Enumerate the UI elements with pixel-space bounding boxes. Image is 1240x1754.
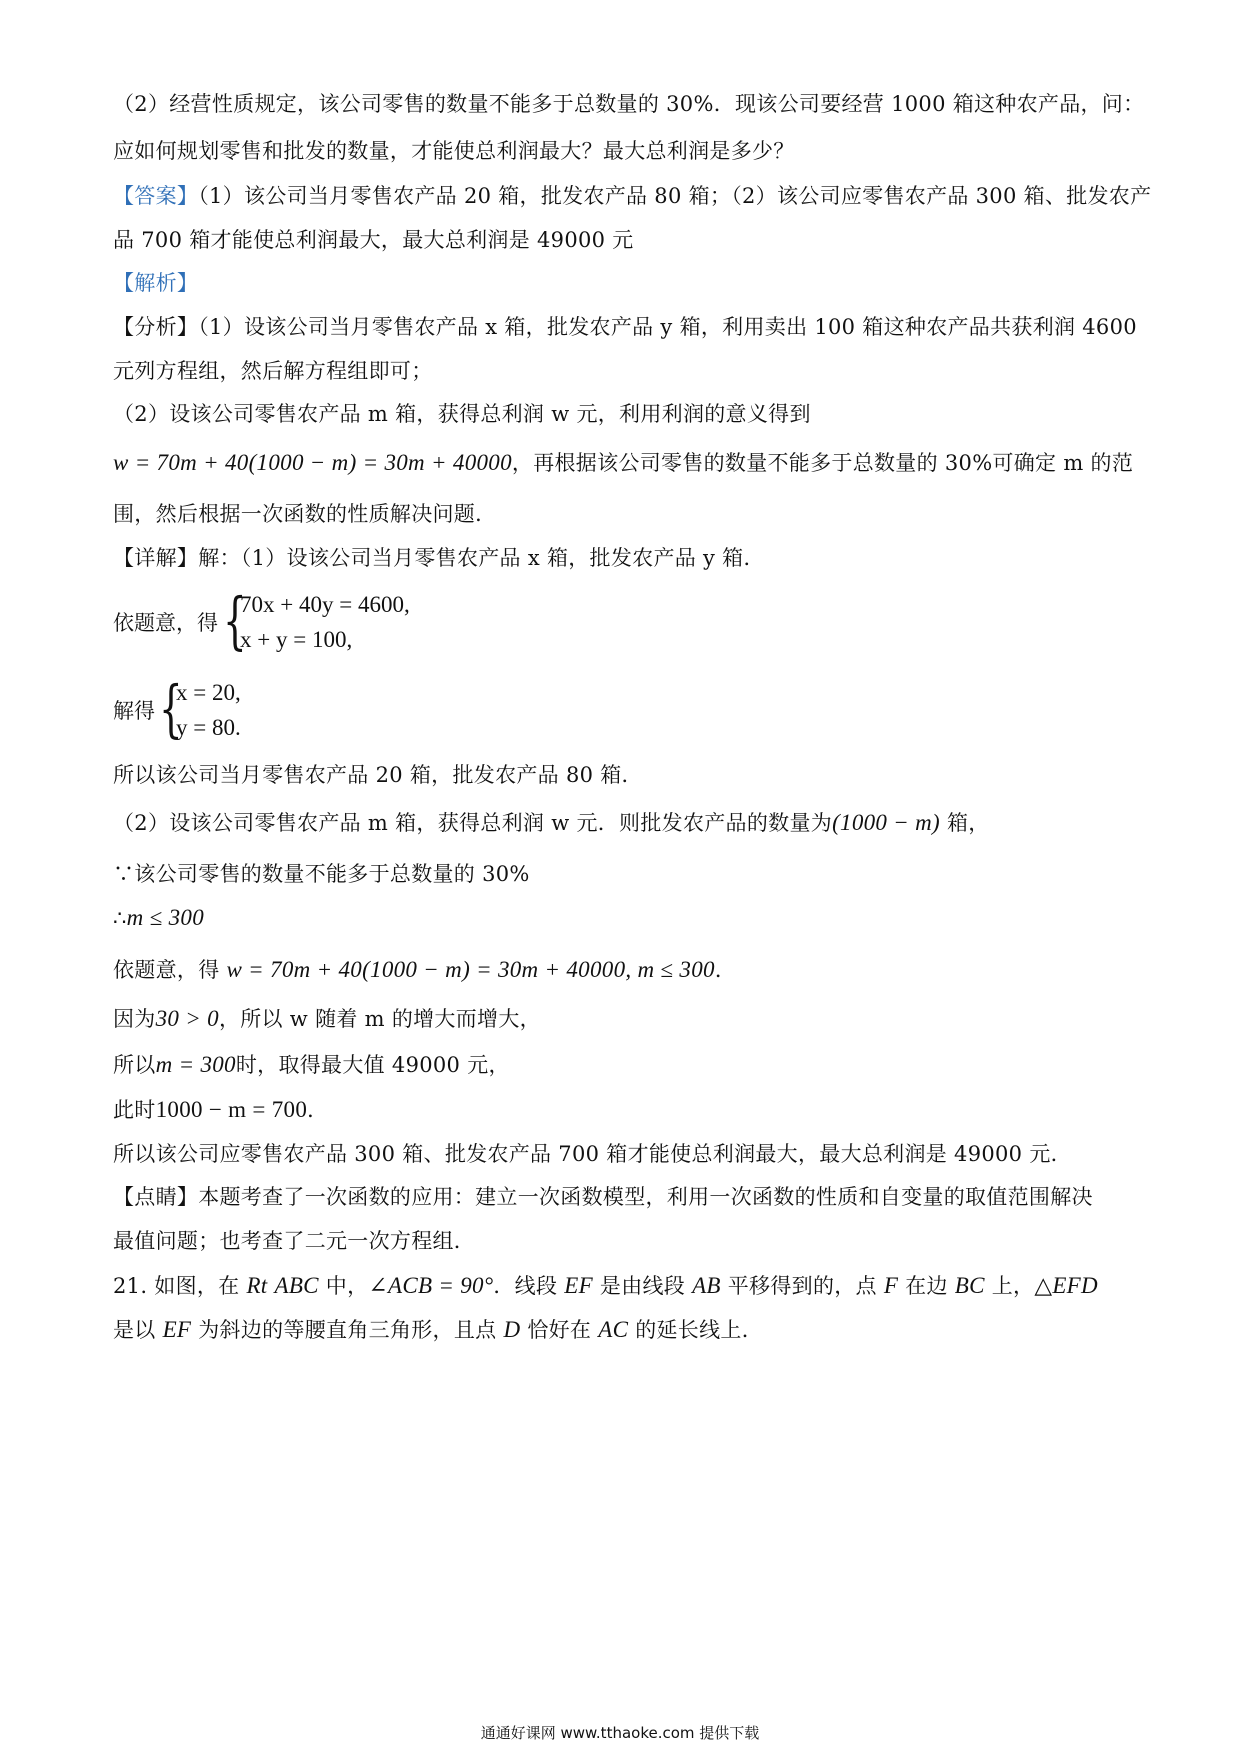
xiangjie-line-3-tail: 箱， <box>940 811 990 835</box>
xiangjie-line-3 <box>113 808 990 838</box>
fenxi-line-1: 【分析】（1）设该公司当月零售农产品 x 箱，批发农产品 y 箱，利用卖出 100 箱这种农产品共获利润 4600 <box>113 315 1137 339</box>
slope-positive: 30 > 0 <box>155 1006 219 1031</box>
fenxi-line-5: 围，然后根据一次函数的性质解决问题． <box>113 502 497 526</box>
xiangjie-line-7-tail: ，所以 w 随着 m 的增大而增大， <box>218 1007 541 1031</box>
xiangjie-line-5 <box>113 903 204 933</box>
q21-text-f: 平移得到的，点 <box>720 1274 884 1298</box>
profit-equation: w = 70m + 40(1000 − m) = 30m + 40000 <box>113 450 512 475</box>
xiangjie-line-9 <box>113 1095 328 1125</box>
fenxi-line-4-tail: ，再根据该公司零售的数量不能多于总数量的 30%可确定 m 的范 <box>511 451 1134 475</box>
left-brace: { <box>223 584 247 657</box>
answer-line-1 <box>113 181 1151 211</box>
fenxi-line-4 <box>113 448 1133 478</box>
q21-ac: AC <box>598 1317 629 1342</box>
fenxi-line-3: （2）设该公司零售农产品 m 箱，获得总利润 w 元，利用利润的意义得到 <box>113 402 811 426</box>
xiangjie-line-8-tail: 时，取得最大值 49000 元， <box>235 1053 510 1077</box>
question-2-line-1: （2）经营性质规定，该公司零售的数量不能多于总数量的 30%．现该公司要经营 1000 箱这种农产品，问： <box>113 92 1145 116</box>
left-brace: { <box>159 672 183 745</box>
q21-text-2c: 恰好在 <box>520 1318 599 1342</box>
q21-text-d: ．线段 <box>493 1274 565 1298</box>
xiangjie-line-10: 所以该公司应零售农产品 300 箱、批发农产品 700 箱才能使总利润最大，最大总利润是 49000 元． <box>113 1142 1072 1166</box>
wholesale-quantity: (1000 − m) <box>832 810 941 835</box>
question-21-line-2 <box>113 1315 763 1345</box>
fenxi-line-2: 元列方程组，然后解方程组即可； <box>113 359 433 383</box>
xiangjie-line-6 <box>113 955 736 985</box>
xiangjie-line-3-head: （2）设该公司零售农产品 m 箱，获得总利润 w 元．则批发农产品的数量为 <box>113 811 833 835</box>
m-constraint: m ≤ 300 <box>126 905 205 930</box>
xiangjie-line-8 <box>113 1050 510 1080</box>
xiangjie-line-4: ∵该公司零售的数量不能多于总数量的 30% <box>113 862 530 886</box>
q21-angle: ∠ACB = 90° <box>368 1273 494 1298</box>
q21-text-g: 在边 <box>898 1274 955 1298</box>
q21-point-d: D <box>503 1317 521 1342</box>
q21-ef: EF <box>564 1273 593 1298</box>
q21-text-h: 上， <box>984 1274 1035 1298</box>
therefore-symbol: ∴ <box>113 906 127 930</box>
xiangjie-line-8-head: 所以 <box>113 1053 156 1077</box>
q21-abc: ABC <box>274 1273 319 1298</box>
system-2-lead: 解得 <box>113 699 155 723</box>
xiangjie-line-6-tail: ． <box>714 958 737 982</box>
system-1-row-2: x + y = 100, <box>240 627 353 652</box>
xiangjie-line-9-tail: ． <box>307 1098 329 1122</box>
q21-ab: AB <box>692 1273 721 1298</box>
xiangjie-line-1: 【详解】解：（1）设该公司当月零售农产品 x 箱，批发农产品 y 箱． <box>113 546 765 570</box>
page-footer: 通通好课网 www.tthaoke.com 提供下载 <box>480 1724 760 1742</box>
answer-text-1: （1）该公司当月零售农产品 20 箱，批发农产品 80 箱；（2）该公司应零售农产品 300 箱、批发农产 <box>198 184 1152 208</box>
q21-text-2a: 是以 <box>113 1318 163 1342</box>
question-2-line-2: 应如何规划零售和批发的数量，才能使总利润最大？最大总利润是多少？ <box>113 139 795 163</box>
xiangjie-line-6-head: 依题意，得 <box>113 958 227 982</box>
dianjing-line-2: 最值问题；也考查了二元一次方程组． <box>113 1229 476 1253</box>
q21-text-c: 中， <box>318 1274 369 1298</box>
xiangjie-line-2: 所以该公司当月零售农产品 20 箱，批发农产品 80 箱． <box>113 763 643 787</box>
q21-point-f: F <box>883 1273 899 1298</box>
system-2-row-2: y = 80. <box>176 715 241 740</box>
m-value: m = 300 <box>155 1052 236 1077</box>
system-1-lead: 依题意，得 <box>113 611 218 635</box>
q21-triangle: △EFD <box>1034 1273 1098 1298</box>
xiangjie-line-7-head: 因为 <box>113 1007 156 1031</box>
q21-text-e: 是由线段 <box>592 1274 693 1298</box>
analysis-label: 【解析】 <box>113 271 199 295</box>
wholesale-value: 1000 − m = 700 <box>155 1097 308 1122</box>
system-1-row-1: 70x + 40y = 4600, <box>240 592 410 617</box>
xiangjie-line-9-head: 此时 <box>113 1098 156 1122</box>
q21-rt: Rt <box>246 1273 268 1298</box>
xiangjie-line-7 <box>113 1004 541 1034</box>
equation-system-1 <box>113 584 513 660</box>
equation-system-2 <box>113 672 413 748</box>
dianjing-line-1: 【点睛】本题考查了一次函数的应用：建立一次函数模型，利用一次函数的性质和自变量的取值范围解决 <box>113 1185 1093 1209</box>
profit-function: w = 70m + 40(1000 − m) = 30m + 40000, m ≤ 300 <box>226 957 715 982</box>
question-21-line-1 <box>113 1271 1098 1301</box>
system-2-row-1: x = 20, <box>176 680 241 705</box>
q21-bc: BC <box>954 1273 985 1298</box>
q21-text-2b: 为斜边的等腰直角三角形，且点 <box>191 1318 504 1342</box>
q21-ef-2: EF <box>162 1317 192 1342</box>
answer-label: 【答案】 <box>113 184 199 208</box>
q21-text-2e: 的延长线上． <box>628 1318 763 1342</box>
q21-text-a: 21. 如图，在 <box>113 1274 247 1298</box>
answer-line-2: 品 700 箱才能使总利润最大，最大总利润是 49000 元 <box>113 228 634 252</box>
